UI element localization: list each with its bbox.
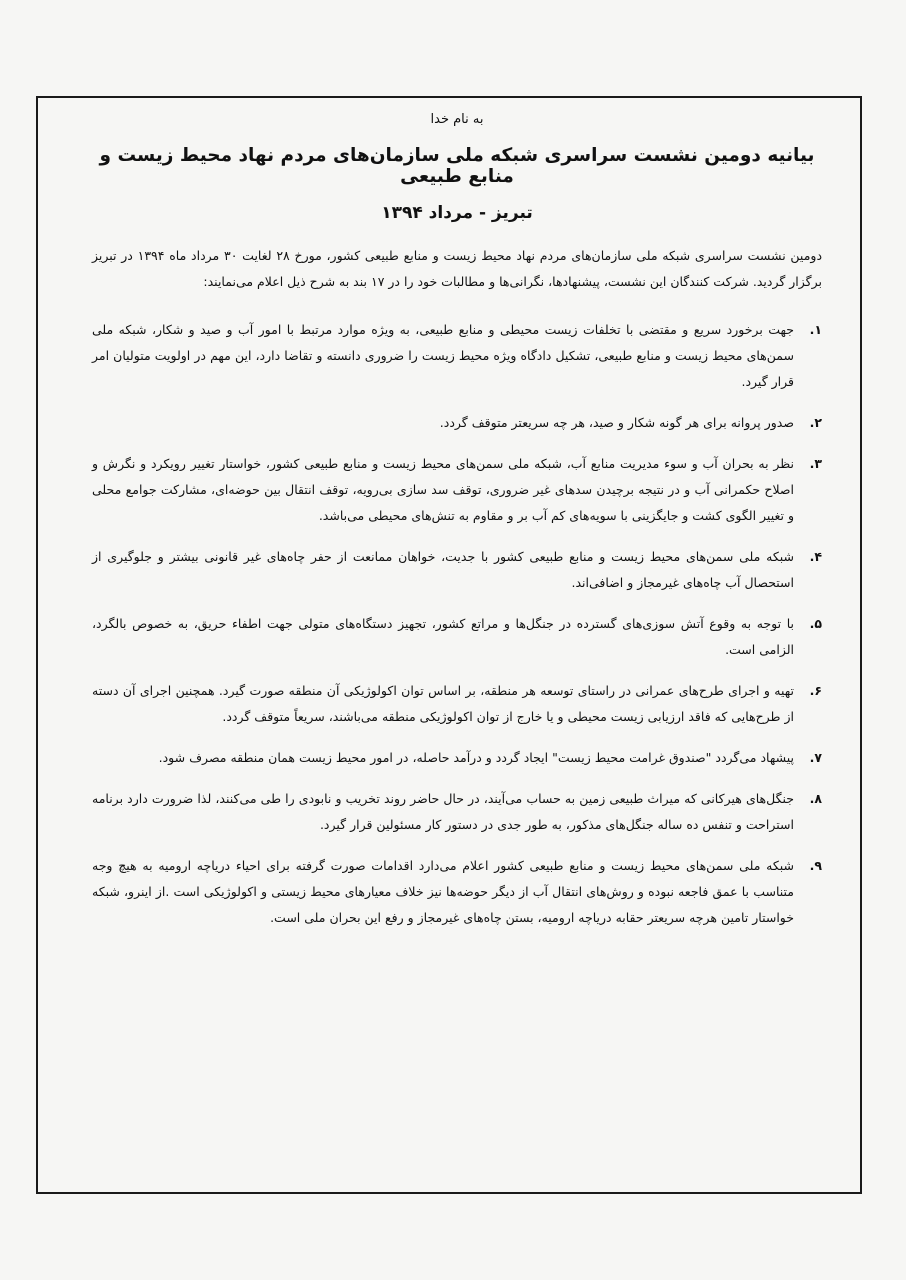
item-text: جنگل‌های هیرکانی که میراث طبیعی زمین به حساب می‌آیند، در حال حاضر روند تخریب و نابودی را طی می‌کنند، لذا ضرورت دارد برنامه استراحت و تنفس ده ساله جنگل‌های مذکور، به طور جدی در دستور کار مسئولین قرار گیرد. [92, 791, 794, 832]
intro-paragraph: دومین نشست سراسری شبکه ملی سازمان‌های مردم نهاد محیط زیست و منابع طبیعی کشور، مورخ ۲۸ لغایت ۳۰ مرداد ماه ۱۳۹۴ در تبریز برگزار گردید. شرکت کنندگان این نشست، پیشنهادها، نگرانی‌ها و مطالبات خود را در ۱۷ بند به شرح ذیل اعلام می‌نمایند: [92, 248, 823, 289]
item-text: تهیه و اجرای طرح‌های عمرانی در راستای توسعه هر منطقه، بر اساس توان اکولوژیکی آن منطقه صورت گیرد. همچنین اجرای آن دسته از طرح‌هایی که فاقد ارزیابی زیست محیطی و یا خارج از توان اکولوژیکی منطقه می‌باشند، سریعاً متوقف گردد. [92, 683, 794, 724]
list-item [92, 410, 822, 436]
item-text: صدور پروانه برای هر گونه شکار و صید، هر چه سریعتر متوقف گردد. [439, 415, 794, 430]
list-item [92, 745, 822, 771]
document-subtitle: تبریز - مرداد ۱۳۹۴ [381, 203, 533, 223]
item-number: ۶. [809, 683, 822, 698]
item-number: ۸. [809, 791, 822, 806]
invocation-text: به نام خدا [430, 112, 484, 127]
item-text: جهت برخورد سریع و مقتضی با تخلفات زیست محیطی و منابع طبیعی، به ویژه موارد مرتبط با امور آب و صید و شکار، شبکه ملی سمن‌های محیط زیست و منابع طبیعی، تشکیل دادگاه ویژه محیط زیست را ضروری دانسته و تقاضا دارد، این مهم در اولویت متولیان امر قرار گیرد. [92, 322, 794, 389]
item-number: ۴. [809, 549, 822, 564]
item-number: ۵. [809, 616, 822, 631]
item-text: شبکه ملی سمن‌های محیط زیست و منابع طبیعی کشور اعلام می‌دارد اقدامات صورت گرفته برای احیاء دریاچه ارومیه به هیچ وجه متناسب با عمق فاجعه نبوده و روش‌های انتقال آب از دیگر حوضه‌ها نیز خلاف معیارهای محیط زیستی و اکولوژیکی است .از اینرو، شبکه خواستار تامین هرچه سریعتر حقابه دریاچه ارومیه، بستن چاه‌های غیرمجاز و رفع این بحران ملی است. [92, 858, 794, 925]
item-number: ۳. [809, 456, 822, 471]
statement-document [92, 108, 822, 946]
item-text: با توجه به وقوع آتش سوزی‌های گسترده در جنگل‌ها و مراتع کشور، تجهیز دستگاه‌های متولی جهت اطفاء حریق، به خصوص بالگرد، الزامی است. [92, 616, 794, 657]
list-item [92, 544, 822, 596]
item-text: پیشهاد می‌گردد "صندوق غرامت محیط زیست" ایجاد گردد و درآمد حاصله، در امور محیط زیست همان منطقه مصرف شود. [158, 750, 794, 765]
item-number: ۷. [809, 750, 822, 765]
list-item [92, 853, 822, 931]
item-number: ۲. [809, 415, 822, 430]
list-item [92, 786, 822, 838]
document-title: بیانیه دومین نشست سراسری شبکه ملی سازمان‌های مردم نهاد محیط زیست و منابع طبیعی [99, 145, 815, 187]
list-item [92, 451, 822, 529]
list-item [92, 678, 822, 730]
item-number: ۱. [809, 322, 822, 337]
list-item [92, 611, 822, 663]
item-text: نظر به بحران آب و سوء مدیریت منابع آب، شبکه ملی سمن‌های محیط زیست و منابع طبیعی کشور، خواستار تغییر رویکرد و نگرش و اصلاح حکمرانی آب و در نتیجه برچیدن سدهای غیر ضروری، توقف سد سازی بی‌رویه، توقف انتقال بین حوضه‌ای، مشارکت جوامع محلی و تغییر الگوی کشت و جایگزینی با سویه‌های کم آب بر و مقاوم به تنش‌های محیطی می‌باشد. [92, 456, 794, 523]
list-item [92, 317, 822, 395]
item-number: ۹. [809, 858, 822, 873]
item-text: شبکه ملی سمن‌های محیط زیست و منابع طبیعی کشور با جدیت، خواهان ممانعت از حفر چاه‌های غیر قانونی بیشتر و جلوگیری از استحصال آب چاه‌های غیرمجاز و اضافی‌اند. [92, 549, 794, 590]
